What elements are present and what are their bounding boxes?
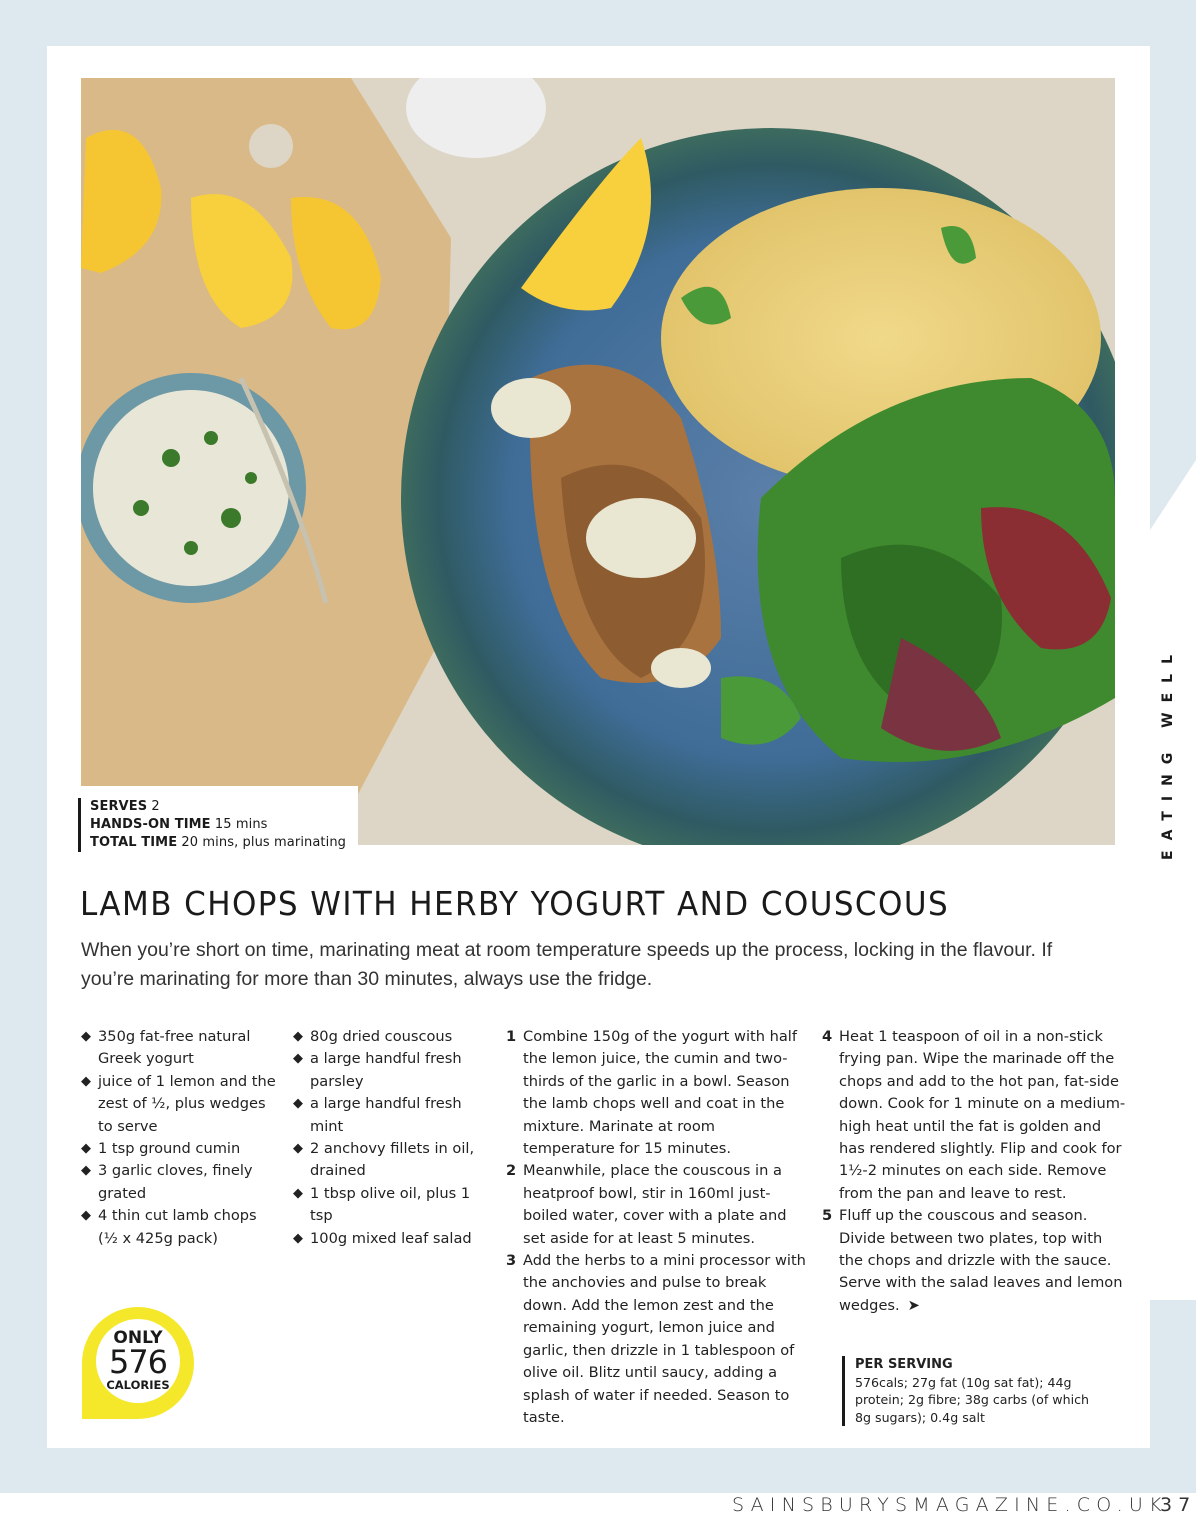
ingredient-text: 100g mixed leaf salad (310, 1229, 472, 1247)
ingredient-text: 1 tbsp olive oil, plus 1 tsp (310, 1184, 471, 1225)
method-step (506, 1250, 806, 1429)
diamond-bullet-icon: ◆ (293, 1051, 303, 1067)
method-column-1 (506, 1026, 806, 1429)
ingredient-text: 2 anchovy fillets in oil, drained (310, 1140, 475, 1180)
calorie-badge-number: 576 (108, 1343, 168, 1381)
diamond-bullet-icon: ◆ (293, 1185, 303, 1201)
diamond-bullet-icon: ◆ (81, 1208, 91, 1224)
step-number: 4 (822, 1028, 833, 1045)
step-number: 2 (506, 1162, 517, 1180)
ingredient-text: 3 garlic cloves, finely grated (98, 1162, 253, 1202)
diamond-bullet-icon: ◆ (293, 1096, 303, 1112)
calorie-badge-top: ONLY (113, 1328, 163, 1348)
step-number: 1 (506, 1028, 517, 1045)
page-frame-right-notch (1150, 0, 1196, 530)
method-column-2 (822, 1026, 1127, 1317)
method-step (506, 1026, 806, 1160)
page-frame-top (0, 0, 1196, 46)
method-step (822, 1205, 1127, 1317)
step-text: Fluff up the couscous and season. Divide between two plates, top with the chops and drizzle with the sauce. Serve with the salad leaves and lemon wedges. (839, 1207, 1123, 1314)
ingredient-text: 1 tsp ground cumin (98, 1140, 241, 1158)
step-text: Combine 150g of the yogurt with half the lemon juice, the cumin and two-thirds of the garlic in a bowl. Season the lamb chops well and coat in the mixture. Marinate at room temperature for 15 minutes. (523, 1028, 797, 1158)
footer-website: SAINSBURYSMAGAZINE.CO.UK (732, 1494, 1168, 1516)
ingredient-item (293, 1183, 493, 1228)
total-time-row: TOTAL TIME 20 mins, plus marinating (90, 835, 347, 850)
serves-row: SERVES 2 (90, 799, 160, 814)
nutrition-per-serving (842, 1356, 1105, 1426)
hands-on-row: HANDS-ON TIME 15 mins (90, 817, 268, 832)
ingredient-item (81, 1026, 281, 1071)
ingredient-text: a large handful fresh mint (310, 1095, 462, 1135)
step-number: 3 (506, 1252, 517, 1270)
ingredients-column-1 (81, 1026, 281, 1250)
calorie-badge (82, 1307, 194, 1419)
method-step (822, 1026, 1127, 1205)
ingredients-column-2 (293, 1026, 493, 1250)
calorie-badge-inner (96, 1319, 180, 1403)
step-number: 5 (822, 1207, 833, 1225)
ingredient-item (293, 1048, 493, 1093)
diamond-bullet-icon: ◆ (81, 1141, 91, 1157)
recipe-info (78, 798, 346, 852)
ingredient-item (81, 1071, 281, 1138)
recipe-intro: When you’re short on time, marinating meat at room temperature speeds up the process, locking in the flavour. If you’re marinating for more than 30 minutes, always use the fridge. (81, 939, 1053, 990)
ingredient-text: a large handful fresh parsley (310, 1050, 462, 1090)
page-frame-right-bottom (1150, 1300, 1196, 1493)
ingredient-text: juice of 1 lemon and the zest of ½, plus wedges to serve (98, 1072, 276, 1135)
per-serving-title: PER SERVING (855, 1357, 953, 1372)
ingredient-text: 80g dried couscous (310, 1028, 453, 1045)
step-text: Add the herbs to a mini processor with the anchovies and pulse to break down. Add the lemon zest and the remaining yogurt, lemon juice and garlic, then drizzle in 1 tablespoon of olive oil. Blitz until saucy, adding a splash of water if needed. Season to taste. (523, 1252, 806, 1426)
diamond-bullet-icon: ◆ (81, 1029, 91, 1044)
calorie-badge-bottom: CALORIES (106, 1378, 170, 1392)
section-label: EATING WELL (1160, 645, 1176, 860)
per-serving-text: 576cals; 27g fat (10g sat fat); 44g protein; 2g fibre; 38g carbs (of which 8g sugars); 0.4g salt (855, 1374, 1089, 1425)
diamond-bullet-icon: ◆ (293, 1141, 303, 1157)
food-photo-illustration (81, 78, 1115, 845)
diamond-bullet-icon: ◆ (293, 1230, 303, 1246)
step-text: Heat 1 teaspoon of oil in a non-stick frying pan. Wipe the marinade off the chops and add to the hot pan, fat-side down. Cook for 1 minute on a medium-high heat until the fat is golden and has rendered slightly. Flip and cook for 1½-2 minutes on each side. Remove from the pan and leave to rest. (839, 1028, 1126, 1202)
page-frame-bottom (0, 1448, 1196, 1493)
ingredient-item (81, 1205, 281, 1250)
diamond-bullet-icon: ◆ (81, 1163, 91, 1179)
method-step (506, 1160, 806, 1250)
continue-arrow-icon: ➤ (907, 1296, 920, 1314)
ingredient-text: 4 thin cut lamb chops (½ x 425g pack) (98, 1207, 257, 1247)
diamond-bullet-icon: ◆ (293, 1029, 303, 1044)
page-frame-left (0, 0, 47, 1493)
ingredient-item (81, 1160, 281, 1205)
page-number: 37 (1160, 1494, 1197, 1516)
recipe-title: LAMB CHOPS WITH HERBY YOGURT AND COUSCOUS (80, 884, 950, 923)
recipe-photo (81, 78, 1115, 845)
ingredient-text: 350g fat-free natural Greek yogurt (98, 1028, 251, 1068)
step-text: Meanwhile, place the couscous in a heatproof bowl, stir in 160ml just-boiled water, cover with a plate and set aside for at least 5 minutes. (523, 1162, 787, 1247)
diamond-bullet-icon: ◆ (81, 1073, 91, 1089)
ingredient-item (293, 1138, 493, 1183)
ingredient-item (293, 1228, 493, 1250)
ingredient-item (293, 1093, 493, 1138)
ingredient-item (293, 1026, 493, 1048)
ingredient-item (81, 1138, 281, 1160)
